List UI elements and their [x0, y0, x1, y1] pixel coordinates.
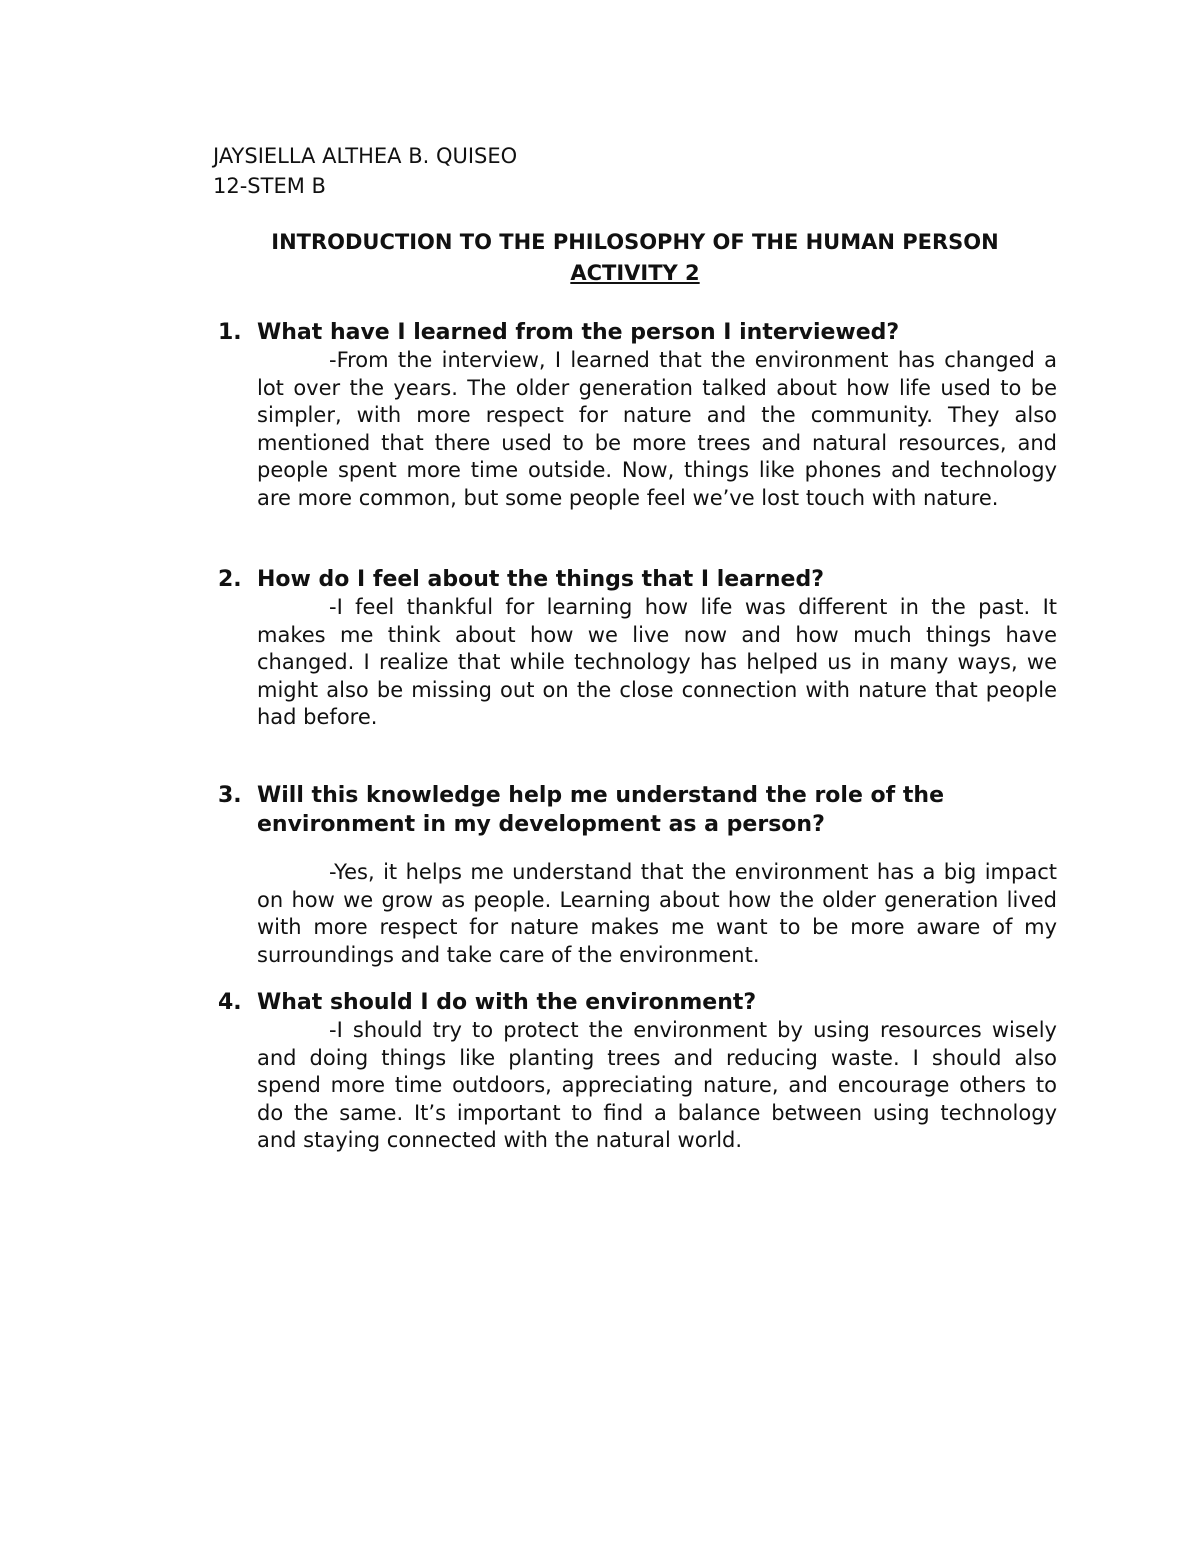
answer-text: -Yes, it helps me understand that the environment has a big impact on how we grow as people. Learning about how the older generation lived with more respect for nature makes me want to be more aware of my surroundings and take care of the environment. [257, 860, 1057, 967]
student-section: 12-STEM B [213, 174, 326, 198]
question-number: 4. [218, 990, 242, 1015]
course-title: INTRODUCTION TO THE PHILOSOPHY OF THE HUMAN PERSON [271, 230, 999, 254]
question-text: Will this knowledge help me understand the role of the environment in my development as a person? [257, 783, 944, 837]
question-number: 2. [218, 567, 242, 592]
question-text: What should I do with the environment? [257, 990, 757, 1015]
student-name: JAYSIELLA ALTHEA B. QUISEO [213, 144, 518, 168]
answer-text: -I should try to protect the environment by using resources wisely and doing things like planting trees and reducing waste. I should also spend more time outdoors, appreciating nature, and encourage others to do the same. It’s important to find a balance between using technology and staying connected with the natural world. [257, 1018, 1057, 1153]
activity-title: ACTIVITY 2 [570, 261, 700, 285]
question-item-2 [218, 565, 1078, 732]
question-item-1 [218, 318, 1078, 513]
question-item-4 [218, 988, 1078, 1155]
document-title [130, 227, 1140, 289]
student-header [213, 141, 517, 201]
question-text: What have I learned from the person I interviewed? [257, 320, 900, 345]
answer-text: -I feel thankful for learning how life was different in the past. It makes me think about how we live now and how much things have changed. I realize that while technology has helped us in many ways, we might also be missing out on the close connection with nature that people had before. [257, 595, 1057, 730]
question-item-3 [218, 781, 1078, 969]
answer-text: -From the interview, I learned that the environment has changed a lot over the years. The older generation talked about how life used to be simpler, with more respect for nature and the community. They also mentioned that there used to be more trees and natural resources, and people spent more time outside. Now, things like phones and technology are more common, but some people feel we’ve lost touch with nature. [257, 348, 1057, 510]
question-number: 1. [218, 320, 242, 345]
question-number: 3. [218, 783, 242, 808]
question-text: How do I feel about the things that I learned? [257, 567, 824, 592]
